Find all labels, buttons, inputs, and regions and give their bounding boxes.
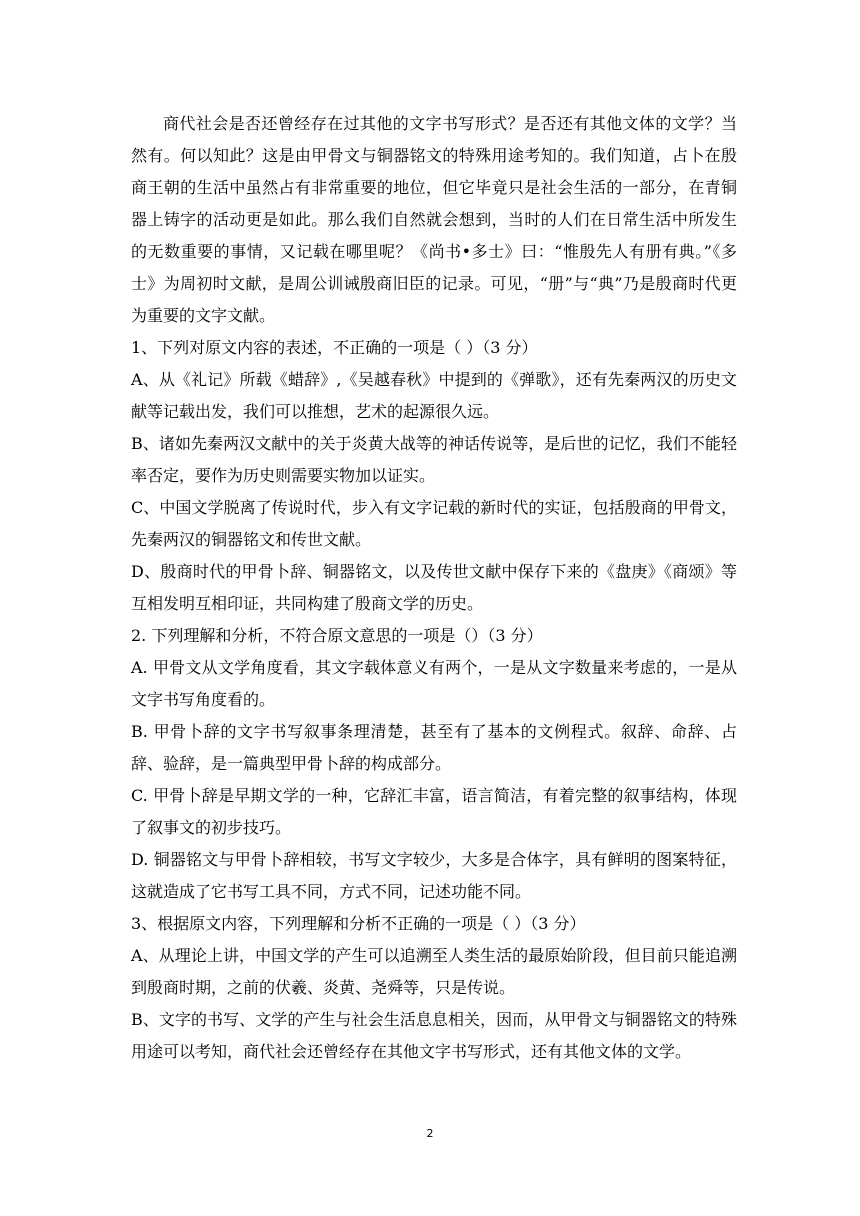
option-b: B、文字的书写、文学的产生与社会生活息息相关，因而，从甲骨文与铜器铭文的特殊用途可以考知，商代社会还曾经存在其他文字书写形式，还有其他文体的文学。	[131, 1010, 737, 1061]
question-stem: 3、根据原文内容，下列理解和分析不正确的一项是（ ）（3 分）	[131, 914, 586, 933]
option-b: B. 甲骨卜辞的文字书写叙事条理清楚，甚至有了基本的文例程式。叙辞、命辞、占辞、验辞，是一篇典型甲骨卜辞的构成部分。	[131, 722, 737, 773]
document-body	[131, 108, 737, 1068]
question-stem: 1、下列对原文内容的表述，不正确的一项是（ ）（3 分）	[131, 338, 538, 357]
option-d: D. 铜器铭文与甲骨卜辞相较，书写文字较少，大多是合体字，具有鲜明的图案特征，这就造成了它书写工具不同，方式不同，记述功能不同。	[131, 850, 737, 901]
page-number: 2	[426, 1127, 434, 1140]
option-b: B、诸如先秦两汉文献中的关于炎黄大战等的神话传说等，是后世的记忆，我们不能轻率否定，要作为历史则需要实物加以证实。	[131, 434, 737, 485]
option-a: A、从《礼记》所载《蜡辞》,《吴越春秋》中提到的《弹歌》，还有先秦两汉的历史文献等记载出发，我们可以推想，艺术的起源很久远。	[131, 370, 737, 421]
passage-paragraph: 商代社会是否还曾经存在过其他的文字书写形式？是否还有其他文体的文学？当然有。何以知此？这是由甲骨文与铜器铭文的特殊用途考知的。我们知道，占卜在殷商王朝的生活中虽然占有非常重要的地位，但它毕竟只是社会生活的一部分，在青铜器上铸字的活动更是如此。那么我们自然就会想到，当时的人们在日常生活中所发生的无数重要的事情，又记载在哪里呢？《尚书•多士》曰：“惟殷先人有册有典。”《多士》为周初时文献，是周公训诫殷商旧臣的记录。可见，“册”与“典”乃是殷商时代更为重要的文字文献。	[131, 114, 737, 325]
question-2	[131, 620, 737, 908]
option-c: C、中国文学脱离了传说时代，步入有文字记载的新时代的实证，包括殷商的甲骨文，先秦两汉的铜器铭文和传世文献。	[131, 498, 737, 549]
question-stem: 2. 下列理解和分析，不符合原文意思的一项是（）（3 分）	[131, 626, 543, 645]
question-3	[131, 908, 737, 1068]
option-a: A. 甲骨文从文学角度看，其文字载体意义有两个，一是从文字数量来考虑的，一是从文字书写角度看的。	[131, 658, 737, 709]
option-c: C. 甲骨卜辞是早期文学的一种，它辞汇丰富，语言简洁，有着完整的叙事结构，体现了叙事文的初步技巧。	[131, 786, 737, 837]
option-d: D、殷商时代的甲骨卜辞、铜器铭文，以及传世文献中保存下来的《盘庚》《商颂》等互相发明互相印证，共同构建了殷商文学的历史。	[131, 562, 737, 613]
option-a: A、从理论上讲，中国文学的产生可以追溯至人类生活的最原始阶段，但目前只能追溯到殷商时期，之前的伏羲、炎黄、尧舜等，只是传说。	[131, 946, 737, 997]
question-1	[131, 332, 737, 620]
